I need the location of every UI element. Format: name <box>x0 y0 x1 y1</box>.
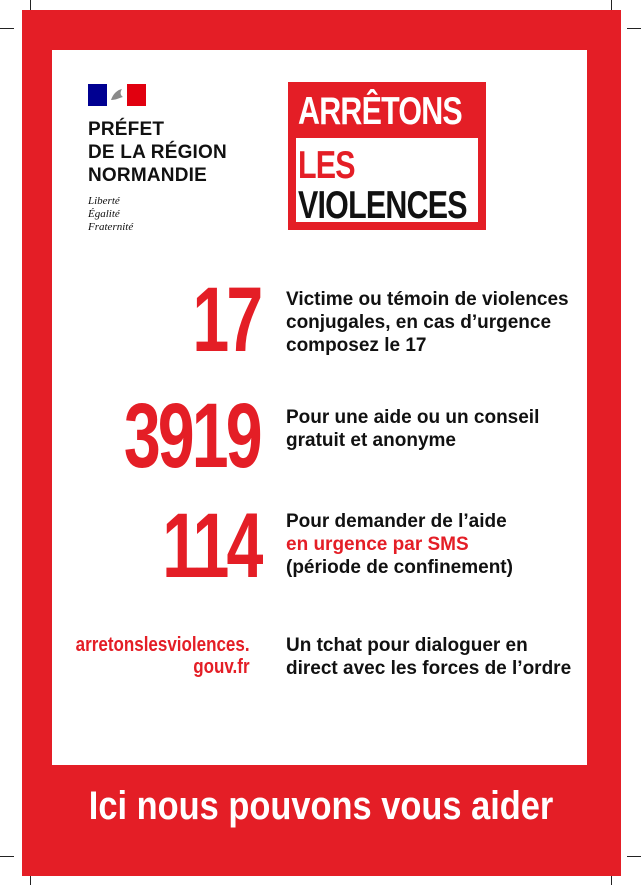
prefet-title-line: PRÉFET <box>88 119 165 140</box>
crop-mark <box>0 28 14 29</box>
prefet-title-line: DE LA RÉGION <box>88 142 227 163</box>
website-link[interactable] <box>76 634 250 678</box>
footer-text: Ici nous pouvons vous aider <box>89 784 554 828</box>
campaign-line-1: ARRÊTONS <box>298 90 462 133</box>
hotline-number: 17 <box>192 269 260 371</box>
hotline-description <box>286 510 576 579</box>
campaign-line-3: VIOLENCES <box>298 184 467 227</box>
sms-highlight: en urgence par SMS <box>286 534 469 555</box>
hotline-number: 3919 <box>124 385 260 487</box>
sms-line-3: (période de confinement) <box>286 557 513 578</box>
devise-line: Fraternité <box>88 221 134 233</box>
prefet-title-line: NORMANDIE <box>88 165 207 186</box>
crop-mark <box>0 856 14 857</box>
devise-line: Égalité <box>88 208 120 220</box>
crop-mark <box>627 856 641 857</box>
website-description: Un tchat pour dialoguer en direct avec les forces de l’ordre <box>286 635 572 679</box>
website-line-2: gouv.fr <box>193 656 250 678</box>
campaign-line-2: LES <box>298 144 355 187</box>
hotline-description: Victime ou témoin de violences conjugales, en cas d’urgence composez le 17 <box>286 289 569 356</box>
devise-line: Liberté <box>88 195 120 207</box>
crop-mark <box>627 28 641 29</box>
hotline-description: Pour une aide ou un conseil gratuit et anonyme <box>286 407 540 451</box>
hotline-number: 114 <box>161 495 260 597</box>
marianne-flag-icon <box>88 84 146 106</box>
sms-line-1: Pour demander de l’aide <box>286 511 507 532</box>
campaign-logo <box>288 82 486 230</box>
footer-tagline <box>22 775 621 845</box>
prefecture-logo <box>88 84 268 234</box>
website-line-1: arretonslesviolences. <box>76 634 250 656</box>
